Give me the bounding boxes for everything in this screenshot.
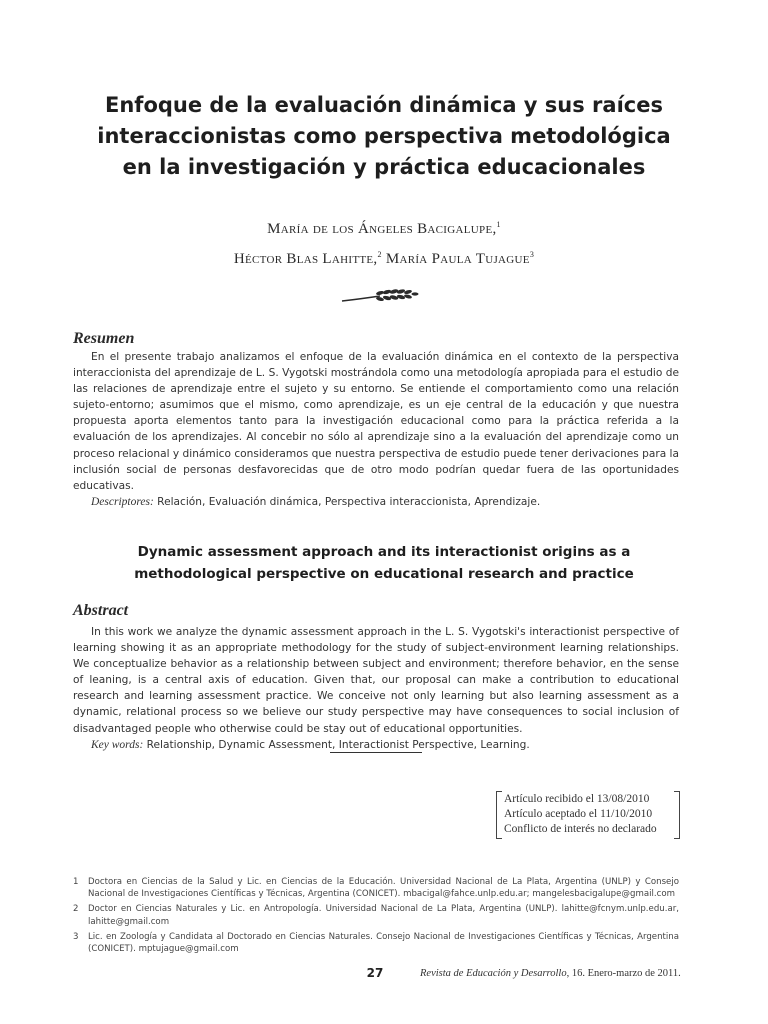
- english-title-line: Dynamic assessment approach and its interactionist origins as a: [137, 544, 631, 560]
- author-name: María Paula Tujague: [385, 251, 530, 267]
- footnote: [73, 876, 679, 900]
- resumen-paragraph: En el presente trabajo analizamos el enfoque de la evaluación dinámica en el contexto de la perspectiva interaccionista del aprendizaje de L. S. Vygotski mostrándola como una metodología apropiada para el estudio de las relaciones de aprendizaje entre el sujeto y su entorno. Se entiende el comportamiento como una relación sujeto-entorno; asumimos que el mismo, como aprendizaje, es un eje central de la educación y que nuestra propuesta aporta elementos tanto para la investigación educacional como para la práctica referida a la evaluación de los aprendizajes. Al concebir no sólo al aprendizaje sino a la evaluación del aprendizaje como un proceso relacional y dinámico consideramos que nuestra perspectiva de estudio puede tener derivaciones para la inclusión social de personas desfavorecidas que de otro modo podrían quedar fuera de las oportunidades educativas.: [73, 351, 679, 492]
- footnote-text: Lic. en Zoología y Candidata al Doctorado en Ciencias Naturales. Consejo Nacional de Investigaciones Científicas y Técnicas, Argentina (CONICET). mptujague@gmail.com: [88, 931, 679, 955]
- accepted-date: Artículo aceptado el 11/10/2010: [504, 808, 653, 820]
- author-name: Héctor Blas Lahitte,: [233, 251, 378, 267]
- footnote-number: 2: [73, 904, 79, 915]
- received-date: Artículo recibido el 13/08/2010: [504, 793, 650, 805]
- wheat-sprig-ornament-icon: [340, 286, 420, 306]
- author-list: [80, 212, 688, 272]
- article-dates-box: [496, 791, 680, 837]
- keywords-text: Relationship, Dynamic Assessment, Interactionist Perspective, Learning.: [143, 738, 530, 751]
- journal-issue: , 16. Enero-marzo de 2011.: [566, 968, 681, 979]
- footnote: [73, 903, 679, 927]
- author-affiliation-mark: 2: [377, 250, 382, 259]
- journal-citation: [420, 968, 680, 979]
- conflict-statement: Conflicto de interés no declarado: [504, 823, 657, 835]
- title-line: en la investigación y práctica educacionales: [122, 155, 646, 179]
- author-line: [80, 242, 688, 272]
- resumen-heading: Resumen: [73, 330, 135, 347]
- footnote-text: Doctora en Ciencias de la Salud y Lic. en Ciencias de la Educación. Universidad Nacional de La Plata, Argentina (UNLP) y Consejo Nacional de Investigaciones Científicas y Técnicas, Argentina (CONICET). mbacigal@fahce.unlp.edu.ar; mangelesbacigalupe@gmail.com: [88, 877, 679, 900]
- keywords-text: Relación, Evaluación dinámica, Perspectiva interaccionista, Aprendizaje.: [153, 495, 541, 508]
- keywords-label: Key words:: [91, 738, 144, 751]
- author-name: María de los Ángeles Bacigalupe,: [267, 221, 497, 237]
- footnote-text: Doctor en Ciencias Naturales y Lic. en Antropología. Universidad Nacional de La Plata, Argentina (UNLP). lahitte@fcnym.unlp.edu.ar, lahitte@gmail.com: [88, 904, 679, 927]
- author-line: [80, 212, 688, 242]
- english-title: [80, 541, 688, 585]
- title-line: Enfoque de la evaluación dinámica y sus raíces: [105, 93, 663, 117]
- title-line: interaccionistas como perspectiva metodológica: [97, 124, 671, 148]
- page-number: 27: [366, 966, 384, 980]
- abstract-section: [73, 624, 679, 753]
- author-affiliation-mark: 1: [496, 220, 501, 229]
- resumen-keywords: [73, 494, 679, 510]
- section-divider: [330, 752, 422, 753]
- abstract-heading: Abstract: [73, 602, 129, 619]
- footnote: [73, 931, 679, 955]
- resumen-section: [73, 349, 679, 510]
- right-bracket: [674, 791, 680, 839]
- english-title-line: methodological perspective on educational research and practice: [134, 566, 634, 582]
- abstract-paragraph: In this work we analyze the dynamic assessment approach in the L. S. Vygotski's interactionist perspective of learning showing it as an appropriate methodology for the study of subject-environment learning relationships. We conceptualize behavior as a relationship between subject and environment; therefore behavior, en the sense of leaning, is a central axis of education. Given that, our proposal can make a contribution to educational research and learning assessment practice. We conceive not only learning but also learning assessment as a dynamic, relational process so we believe our study perspective may have consequences to social inclusion of disadvantaged people who otherwise could be stay out of educational opportunities.: [73, 626, 679, 735]
- keywords-label: Descriptores:: [91, 495, 154, 508]
- footnote-number: 3: [73, 931, 79, 942]
- abstract-keywords: [73, 737, 679, 753]
- author-affiliation-mark: 3: [529, 250, 535, 259]
- journal-name: Revista de Educación y Desarrollo: [420, 968, 567, 979]
- left-bracket: [496, 791, 502, 839]
- article-title: [80, 90, 688, 183]
- footnote-number: 1: [73, 877, 79, 887]
- footnotes: [73, 876, 679, 958]
